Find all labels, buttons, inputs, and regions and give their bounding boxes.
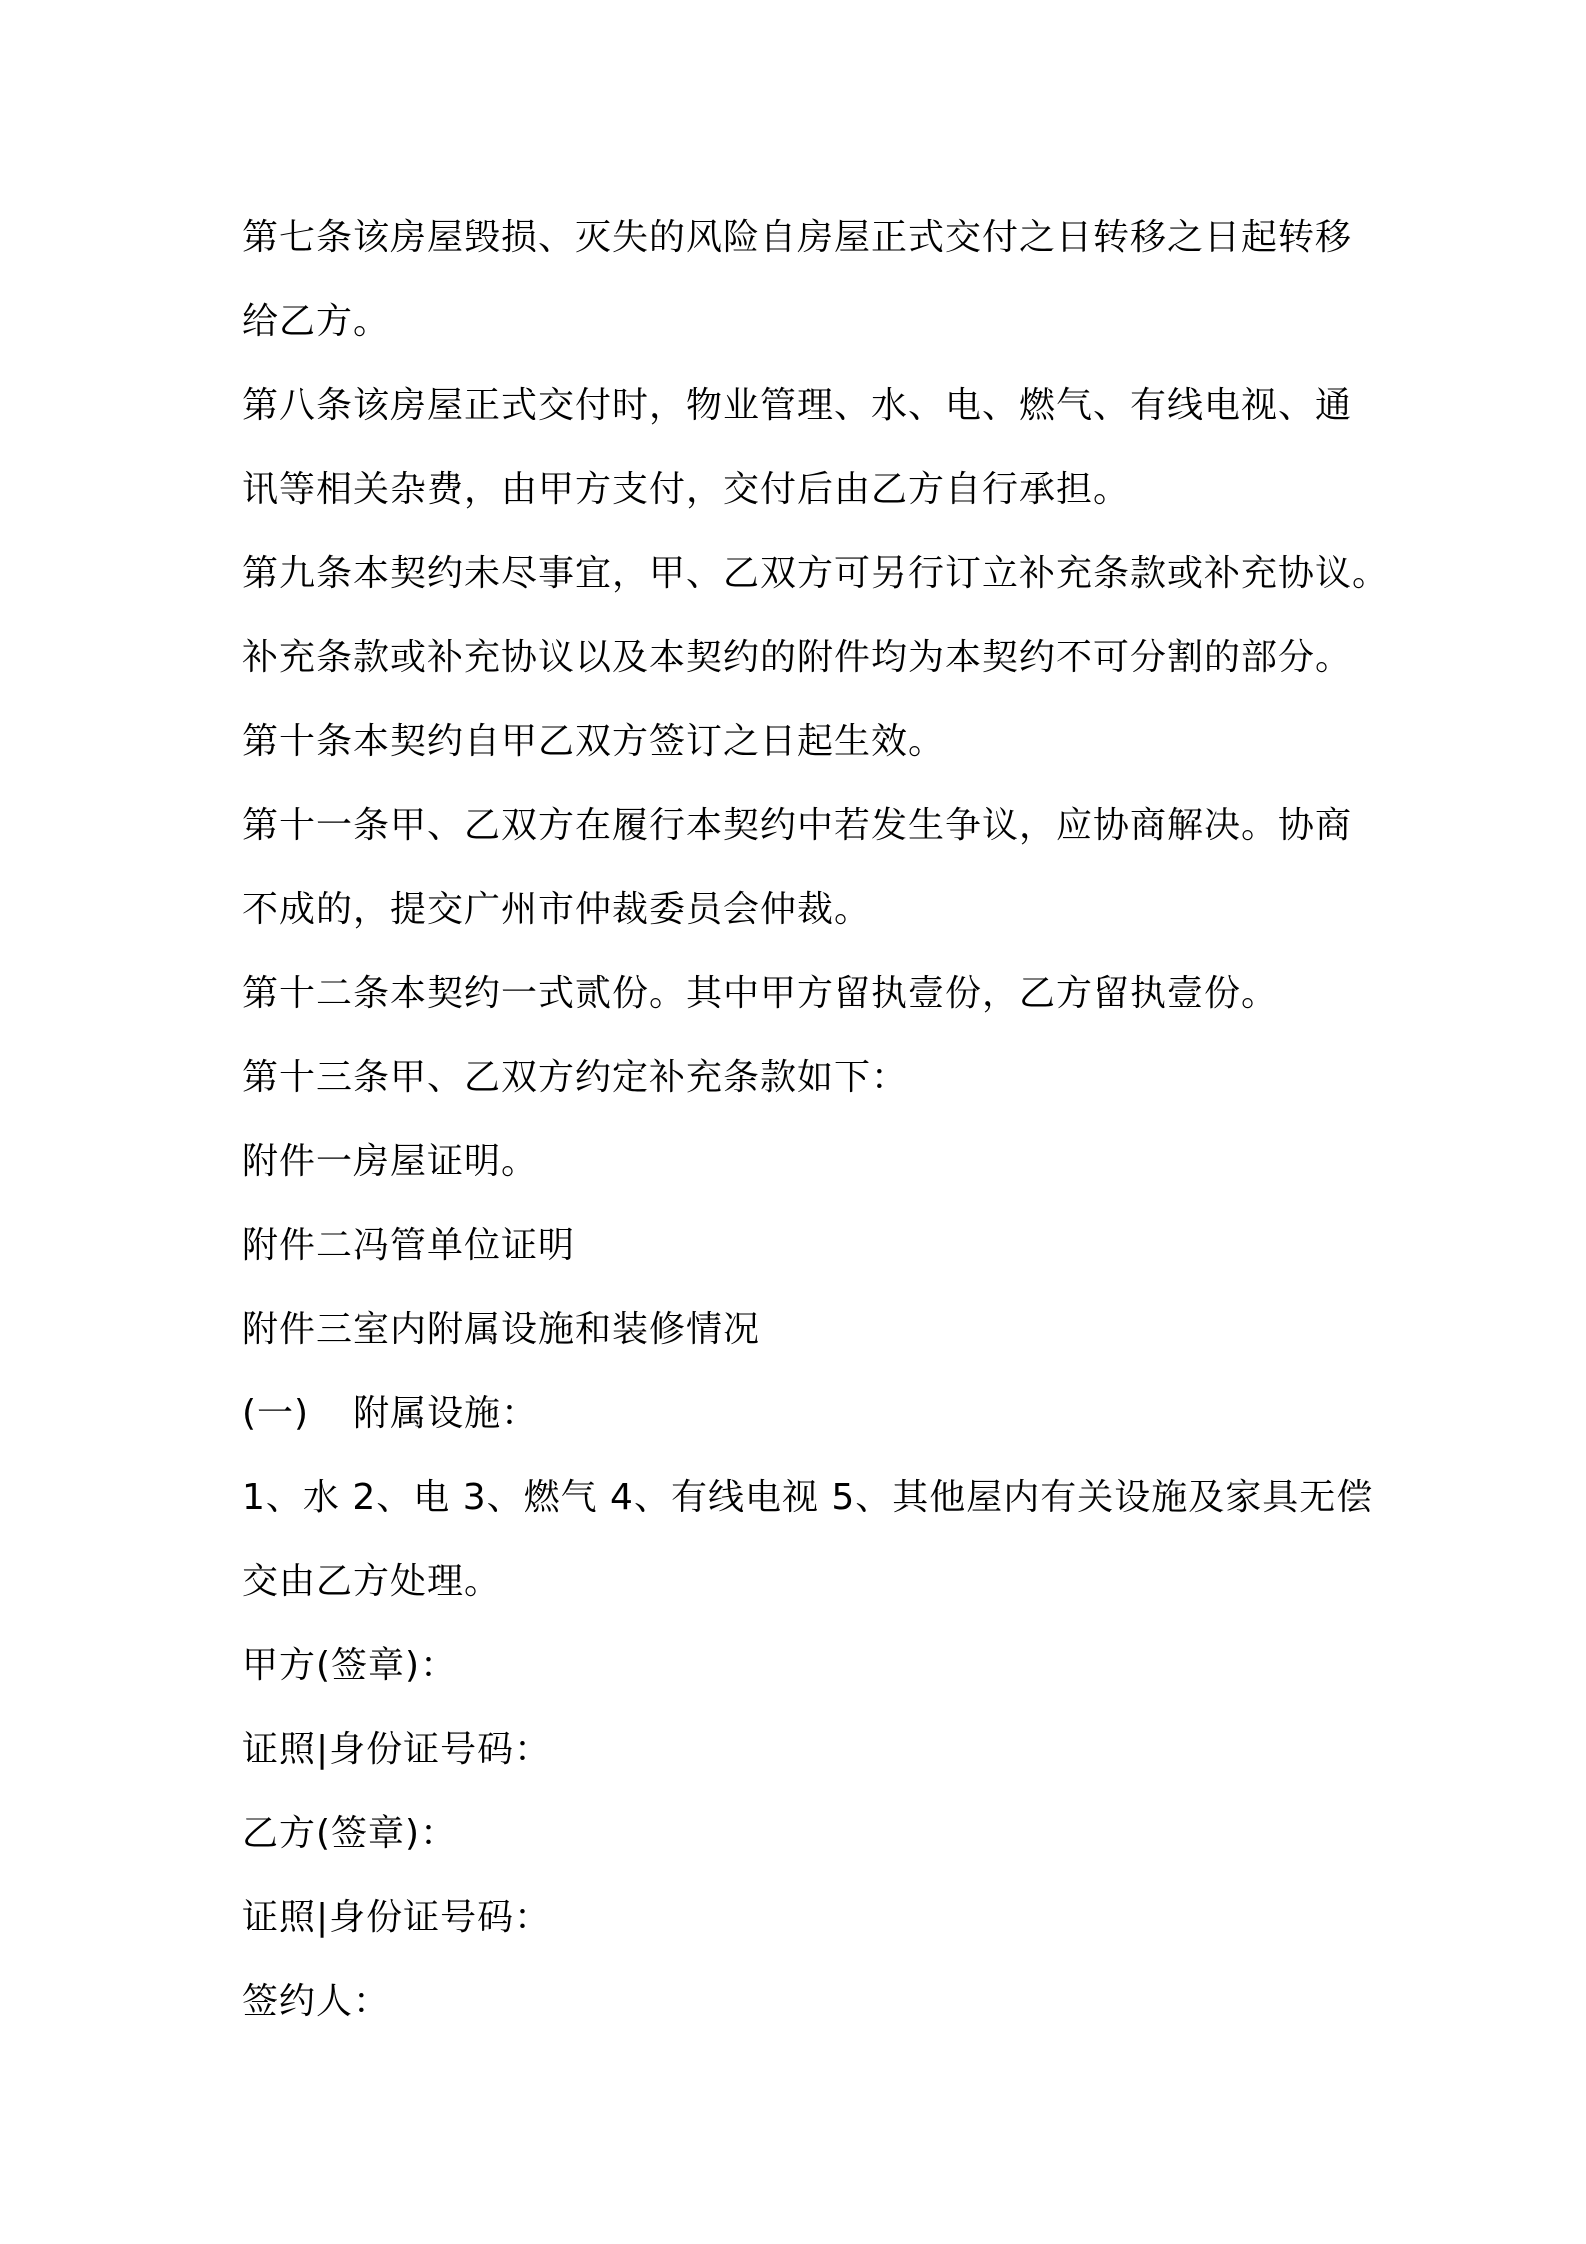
clause-7-line-1: 第七条该房屋毁损、灭失的风险自房屋正式交付之日转移之日起转移 (242, 217, 1353, 258)
clause-11-line-2: 不成的，提交广州市仲裁委员会仲裁。 (242, 889, 872, 930)
clause-9-line-2: 补充条款或补充协议以及本契约的附件均为本契约不可分割的部分。 (242, 637, 1353, 678)
party-b-signature: 乙方(签章)： (242, 1813, 458, 1854)
attachment-1: 附件一房屋证明。 (242, 1141, 539, 1182)
clause-10: 第十条本契约自甲乙双方签订之日起生效。 (242, 721, 946, 762)
attachment-2: 附件二冯管单位证明 (242, 1225, 576, 1266)
clause-11-line-1: 第十一条甲、乙双方在履行本契约中若发生争议，应协商解决。协商 (242, 805, 1353, 846)
sub-heading-marker: (一) (242, 1393, 310, 1434)
clause-13: 第十三条甲、乙双方约定补充条款如下： (242, 1057, 909, 1098)
signatory: 签约人： (242, 1981, 391, 2022)
clause-8-line-1: 第八条该房屋正式交付时，物业管理、水、电、燃气、有线电视、通 (242, 385, 1353, 426)
clause-12: 第十二条本契约一式贰份。其中甲方留执壹份，乙方留执壹份。 (242, 973, 1279, 1014)
facilities-list-line-2: 交由乙方处理。 (242, 1561, 502, 1602)
facilities-list-line-1: 1、水 2、电 3、燃气 4、有线电视 5、其他屋内有关设施及家具无偿 (242, 1477, 1374, 1518)
sub-heading-facilities (242, 1372, 1362, 1456)
party-a-signature: 甲方(签章)： (242, 1645, 458, 1686)
sub-heading-text: 附属设施： (353, 1393, 539, 1434)
attachment-3: 附件三室内附属设施和装修情况 (242, 1309, 761, 1350)
clause-9-line-1: 第九条本契约未尽事宜，甲、乙双方可另行订立补充条款或补充协议。 (242, 553, 1390, 594)
party-b-id-number: 证照|身份证号码： (242, 1897, 552, 1938)
clause-7-line-2: 给乙方。 (242, 301, 391, 342)
clause-8-line-2: 讯等相关杂费，由甲方支付，交付后由乙方自行承担。 (242, 469, 1131, 510)
party-a-id-number: 证照|身份证号码： (242, 1729, 552, 1770)
document-body (242, 196, 1390, 2044)
